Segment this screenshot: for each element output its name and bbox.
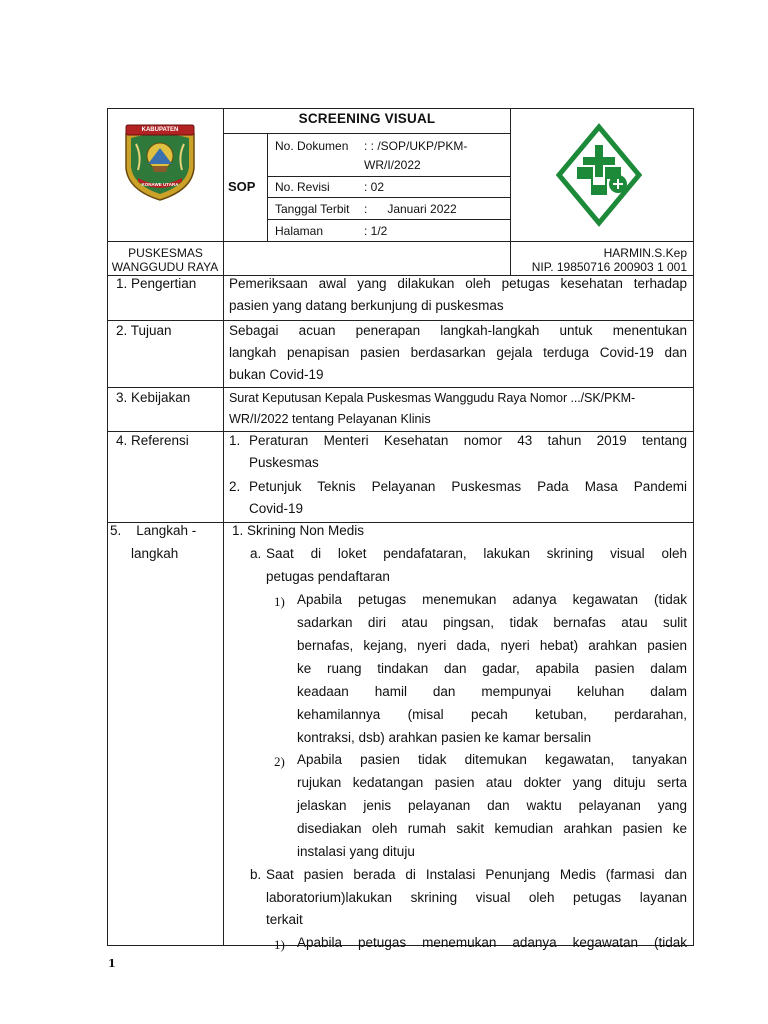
field-value-revisi: : 02 <box>364 180 385 194</box>
step-a2-line1: Apabila pasien tidak ditemukan kegawatan, tanyakan <box>297 752 687 767</box>
text-kebijakan-2: WR/I/2022 tentang Pelayanan Klinis <box>229 412 431 426</box>
step-a2-line5: instalasi yang dituju <box>297 844 415 859</box>
step-b-num: b. <box>250 867 262 882</box>
document-title: SCREENING VISUAL <box>298 111 436 126</box>
field-value-halaman: : 1/2 <box>364 224 388 238</box>
org-name-line1: PUSKESMAS <box>128 246 203 260</box>
field-value-dokumen: : : /SOP/UKP/PKM- <box>364 139 468 153</box>
step-a1-line6: kehamilannya (misal pecah ketuban, perdarahan, <box>297 707 687 722</box>
step-b-line2: laboratorium)lakukan skrining visual oleh petugas layanan <box>266 890 687 905</box>
puskesmas-logo <box>555 123 643 227</box>
ref-1-line1: Peraturan Menteri Kesehatan nomor 43 tahun 2019 tentang <box>249 433 687 448</box>
label-langkah-1: 5. Langkah - <box>110 523 197 538</box>
step-a1-line5: keadaan hamil dan mempunyai keluhan dalam <box>297 684 687 699</box>
ref-1-num: 1. <box>229 433 241 448</box>
text-kebijakan-1: Surat Keputusan Kepala Puskesmas Wanggudu Raya Nomor .../SK/PKM- <box>229 391 636 405</box>
step-1-heading: 1. Skrining Non Medis <box>232 523 365 538</box>
field-value-dokumen-2: WR/I/2022 <box>364 158 421 172</box>
step-a-line2: petugas pendaftaran <box>266 569 390 584</box>
signer-nip: NIP. 19850716 200903 1 001 <box>531 260 687 274</box>
text-tujuan-3: bukan Covid-19 <box>229 367 324 382</box>
regency-logo <box>118 120 202 202</box>
step-a-num: a. <box>250 546 262 561</box>
logo-bottom-text: KONAWE UTARA <box>141 182 179 187</box>
step-a1-line1: Apabila petugas menemukan adanya kegawatan (tidak <box>297 592 687 607</box>
step-b-line1: Saat pasien berada di Instalasi Penunjang Medis (farmasi dan <box>266 867 687 882</box>
step-b1-line1: Apabila petugas menemukan adanya kegawatan (tidak <box>297 935 687 950</box>
step-b-line3: terkait <box>266 912 303 927</box>
logo-top-text: KABUPATEN <box>141 127 179 133</box>
text-pengertian-2: pasien yang datang berkunjung di puskesmas <box>229 298 504 313</box>
field-label-tanggal: Tanggal Terbit <box>275 202 350 216</box>
text-pengertian-1: Pemeriksaan awal yang dilakukan oleh petugas kesehatan terhadap <box>229 276 687 291</box>
step-b1-num: 1) <box>274 937 285 952</box>
label-pengertian: 1. Pengertian <box>116 276 197 291</box>
field-label-dokumen: No. Dokumen <box>275 139 349 153</box>
ref-2-line2: Covid-19 <box>249 501 304 516</box>
page-number: 1 <box>108 957 116 970</box>
field-value-tanggal: : Januari 2022 <box>364 202 457 216</box>
step-a2-line2: rujukan kedatangan pasien atau dokter yang dituju serta <box>297 775 687 790</box>
label-langkah-2: langkah <box>131 546 179 561</box>
org-name-line2: WANGGUDU RAYA <box>111 260 219 274</box>
step-a1-line7: kontraksi, dsb) arahkan pasien ke kamar bersalin <box>297 730 592 745</box>
step-a1-line3: bernafas, kejang, nyeri dada, nyeri hebat) arahkan pasien <box>297 638 687 653</box>
field-label-halaman: Halaman <box>275 224 324 238</box>
label-kebijakan: 3. Kebijakan <box>116 390 191 405</box>
step-a2-line4: disediakan oleh rumah sakit kemudian arahkan pasien ke <box>297 821 687 836</box>
ref-2-num: 2. <box>229 479 241 494</box>
signer-name: HARMIN.S.Kep <box>603 246 687 260</box>
field-label-revisi: No. Revisi <box>275 180 330 194</box>
text-tujuan-1: Sebagai acuan penerapan langkah-langkah untuk menentukan <box>229 323 687 338</box>
step-a1-line2: sadarkan diri atau pingsan, tidak bernafas atau sulit <box>297 615 687 630</box>
step-a1-line4: ke ruang tindakan dan gadar, apabila pasien dalam <box>297 661 687 676</box>
ref-1-line2: Puskesmas <box>249 455 319 470</box>
ref-2-line1: Petunjuk Teknis Pelayanan Puskesmas Pada Masa Pandemi <box>249 479 687 494</box>
label-referensi: 4. Referensi <box>116 433 189 448</box>
step-a2-num: 2) <box>274 754 285 769</box>
sop-label: SOP <box>228 179 256 194</box>
label-tujuan: 2. Tujuan <box>116 323 172 338</box>
step-a2-line3: jelaskan jenis pelayanan dan waktu pelayanan yang <box>297 798 687 813</box>
step-a1-num: 1) <box>274 594 285 609</box>
step-a-line1: Saat di loket pendafataran, lakukan skrining visual oleh <box>266 546 687 561</box>
text-tujuan-2: langkah penapisan pasien berdasarkan gejala terduga Covid-19 dan <box>229 345 687 360</box>
